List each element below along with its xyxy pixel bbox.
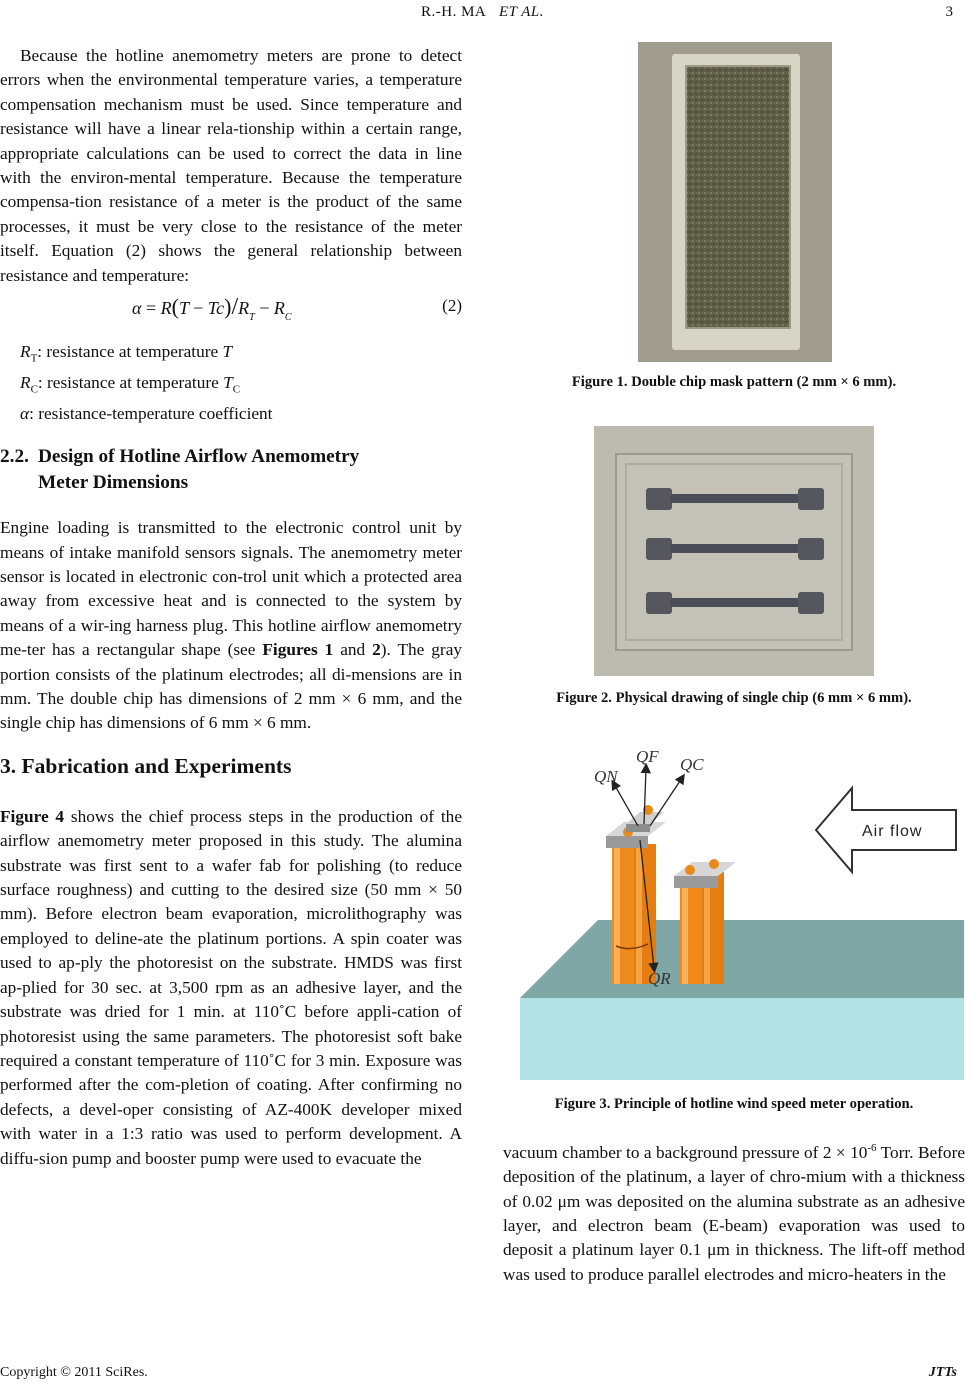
figure-2-image (594, 426, 874, 676)
paragraph-deposition (503, 1136, 965, 1287)
superscript: -6 (867, 1142, 877, 1154)
figure-ref: Figure 4 (0, 806, 65, 826)
section-heading-3: 3. Fabrication and Experiments (0, 753, 292, 778)
def-var: T (223, 372, 233, 392)
single-chip-photo (594, 426, 874, 676)
copyright: Copyright © 2011 SciRes. (0, 1365, 148, 1380)
text-span: and (333, 640, 373, 660)
def-var: T (222, 342, 233, 362)
substrate-front (520, 998, 964, 1080)
figure-2-caption: Figure 2. Physical drawing of single chip (6 mm × 6 mm). (556, 690, 912, 706)
authors-name: R.-H. MA (421, 4, 487, 20)
equation-expression: $\alpha = R(T - Tc)/R_T - R_C$ (132, 294, 292, 324)
def-symbol: R (20, 372, 31, 392)
text-span: Torr. Before deposition of the platinum, a layer of chro-mium with a thickness of 0.02 μm was deposited on the alumina substrate as an adhesive layer, and electron beam (E-beam) evaporation was used to deposit a platinum layer 0.1 μm in thickness. The lift-off method was used to produce parallel electrodes and micro-heaters in the (503, 1142, 965, 1284)
double-chip-photo (638, 42, 832, 362)
def-sub: T (30, 352, 38, 365)
definition-rt (20, 340, 462, 371)
text-span: ). The gray portion consists of the platinum electrodes; all di-mensions are in mm. The double chip has dimensions of 2 mm × 6 mm, and the single chip has dimensions of 6 mm × 6 mm. (0, 640, 463, 733)
equation-sub-c: C (284, 312, 292, 324)
label-qc: QC (680, 755, 704, 774)
equation-alpha: α (132, 298, 142, 319)
figure-1-image (638, 42, 832, 362)
label-qf: QF (636, 747, 659, 766)
right-column-text (503, 1136, 965, 1287)
equation-rc: R (273, 298, 285, 319)
def-var-sub: C (232, 383, 241, 396)
def-text: : resistance at temperature (37, 342, 223, 362)
def-symbol: R (20, 342, 31, 362)
label-qr: QR (648, 969, 671, 988)
authors-etal: ET AL. (499, 4, 544, 20)
equation-r: R (160, 298, 172, 319)
paragraph-temperature-compensation: Because the hotline anemometry meters are prone to detect errors when the environmental temperature varies, a temperature compensation mechanism must be used. Since temperature and resistance will have a linear rela-tionship within a certain range, appropriate calculations can be used to correct the data in line with the environ-mental temperature. Because the temperature compensa-tion resistance of a meter is the product of the same processes, it must be very close to the resistance of the meter itself. Equation (2) shows the general relationship between resistance and temperature: (0, 46, 462, 285)
text-span: Engine loading is transmitted to the electronic control unit by means of intake manifold sensors signals. The anemometry meter sensor is located in electronic con-trol unit which a protected area away from excessive heat and is connected to the system by means of a wir-ing harness plug. This hotline airflow anemometry me-ter has a rectangular shape (see (0, 518, 462, 660)
equation-t: T (178, 298, 189, 319)
section-heading-2-2 (0, 444, 462, 496)
paragraph-fabrication (0, 805, 462, 1171)
section-title-line1: Design of Hotline Airflow Anemometry (38, 446, 360, 468)
figure-1-caption: Figure 1. Double chip mask pattern (2 mm × 6 mm). (571, 374, 897, 390)
paragraph-dimensions (0, 516, 462, 736)
definition-alpha (20, 402, 462, 426)
hotline-principle-diagram (514, 740, 964, 1080)
def-sub: C (30, 383, 38, 396)
substrate-top (520, 920, 964, 998)
equation-minus: − (193, 298, 204, 319)
section-number: 2.2. (0, 446, 29, 468)
page-number: 3 (945, 4, 953, 20)
definition-rc (20, 371, 462, 402)
figure-ref: 2 (372, 640, 381, 660)
figure-3-caption: Figure 3. Principle of hotline wind speed meter operation. (554, 1096, 914, 1112)
journal-abbrev: JTTs (928, 1365, 957, 1380)
symbol-definitions (0, 340, 462, 426)
left-column (0, 44, 462, 1171)
label-qn: QN (594, 767, 618, 786)
equation-sub-t: T (249, 312, 255, 324)
equation-equals: = (145, 298, 157, 319)
equation-minus-2: − (259, 298, 270, 319)
equation-rt: R (238, 298, 250, 319)
figure-ref: Figures 1 (262, 640, 334, 660)
page-header (0, 4, 965, 24)
equation-number: (2) (442, 296, 462, 316)
text-span: vacuum chamber to a background pressure of 2 × 10 (503, 1142, 868, 1162)
def-text: : resistance-temperature coefficient (29, 403, 273, 423)
section-title-line2: Meter Dimensions (38, 472, 189, 494)
equation-tc: Tc (207, 298, 225, 319)
figure-3-diagram (514, 740, 964, 1080)
def-text: : resistance at temperature (37, 372, 224, 392)
equation-2 (0, 290, 462, 334)
text-span: shows the chief process steps in the production of the airflow anemometry meter proposed in this study. The alumina substrate was first sent to a wafer fab for polishing (to reduce surface roughness) and cutting to the desired size (50 mm × 50 mm). Before electron beam evaporation, microlithography was employed to deline-ate the platinum portions. A spin coater was used to ap-ply the photoresist on the substrate. HMDS was first ap-plied for 30 sec. at 3,500 rpm as an adhesive layer, and the substrate was dried for 1 min. at 110˚C before appli-cation of photoresist using the same parameters. The photoresist soft bake required a constant temperature of 110˚C for 3 min. Exposure was performed after the com-pletion of coating. After confirming no defects, a devel-oper consisting of AZ-400K developer mixed with water in a 1:3 ratio was used to perform development. A diffu-sion pump and booster pump were used to evacuate the (0, 806, 462, 1168)
running-authors (0, 4, 965, 21)
label-airflow: Air flow (862, 823, 923, 840)
def-symbol: α (20, 403, 30, 423)
